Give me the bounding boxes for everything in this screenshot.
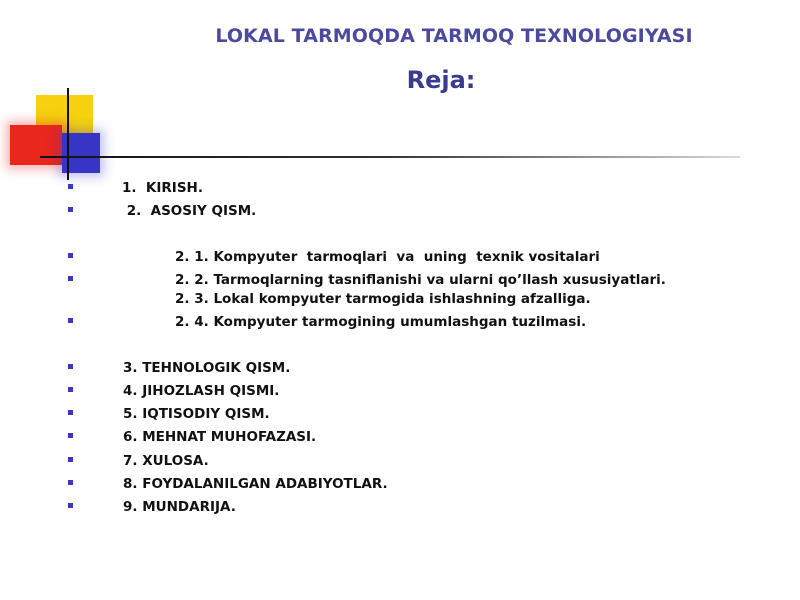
- bullet-icon: [68, 457, 73, 462]
- bullet-icon: [68, 387, 73, 392]
- horizontal-rule: [40, 156, 740, 158]
- list-item: 3. TEHNOLOGIK QISM.: [123, 360, 291, 376]
- list-item: 2. 4. Kompyuter tarmogining umumlashgan tuzilmasi.: [175, 314, 587, 330]
- list-item: 6. MEHNAT MUHOFAZASI.: [123, 429, 317, 445]
- list-item: 5. IQTISODIY QISM.: [123, 406, 270, 422]
- bullet-icon: [68, 480, 73, 485]
- list-item: 8. FOYDALANILGAN ADABIYOTLAR.: [123, 476, 388, 492]
- list-item: 2. 3. Lokal kompyuter tarmogida ishlashning afzalliga.: [175, 291, 591, 307]
- bullet-icon: [68, 364, 73, 369]
- list-item: 2. ASOSIY QISM.: [122, 203, 257, 219]
- bullet-icon: [68, 207, 73, 212]
- bullet-icon: [68, 184, 73, 189]
- slide-subtitle: Reja:: [406, 66, 476, 94]
- list-item: 1. KIRISH.: [122, 180, 203, 196]
- slide-title: LOKAL TARMOQDA TARMOQ TEXNOLOGIYASI: [215, 25, 693, 47]
- red-square-decoration: [10, 125, 62, 165]
- bullet-icon: [68, 410, 73, 415]
- bullet-icon: [68, 503, 73, 508]
- list-item: 7. XULOSA.: [123, 453, 209, 469]
- list-item: 2. 2. Tarmoqlarning tasniflanishi va ularni qo’llash xususiyatlari.: [175, 272, 666, 288]
- list-item: 9. MUNDARIJA.: [123, 499, 236, 515]
- list-item: 2. 1. Kompyuter tarmoqlari va uning texnik vositalari: [175, 249, 600, 265]
- bullet-icon: [68, 276, 73, 281]
- list-item: 4. JIHOZLASH QISMI.: [123, 383, 280, 399]
- bullet-icon: [68, 318, 73, 323]
- bullet-icon: [68, 253, 73, 258]
- bullet-icon: [68, 433, 73, 438]
- vertical-rule: [67, 88, 69, 180]
